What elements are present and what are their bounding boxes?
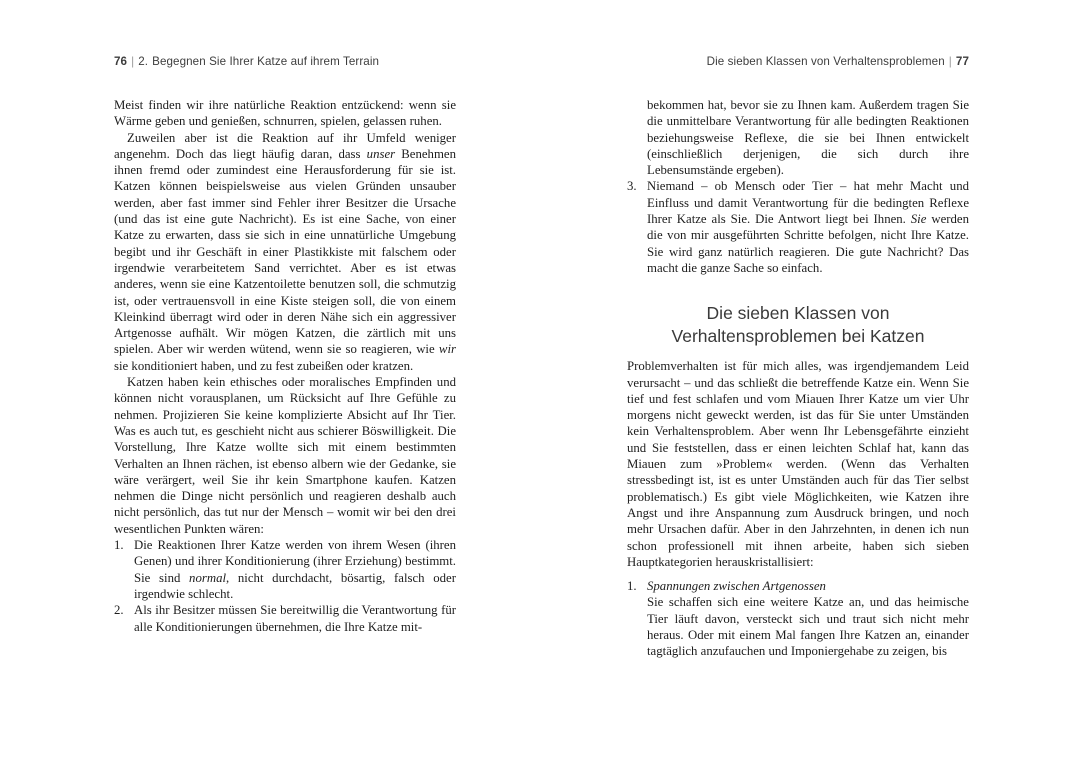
list-item: [627, 178, 969, 276]
list-number: 2.: [114, 603, 124, 618]
section-heading-line: Die sieben Klassen von: [706, 303, 890, 324]
text-run: sie konditioniert haben, und zu fest zubeißen oder kratzen.: [114, 358, 414, 373]
chapter-number: 2.: [138, 55, 149, 68]
text-run: bekommen hat, bevor sie zu Ihnen kam. Außerdem tragen Sie die unmittelbare Verantwortung für alle bedingten Reaktionen beziehungsweise Reflexe, die sie bei Ihnen entwickelt (einschließlich derjenigen, die sich durch ihre Lebensumstände ergeben).: [647, 98, 969, 178]
list-number: 1.: [627, 579, 637, 594]
list-item-text: [647, 178, 969, 276]
section-heading-line: Verhaltensproblemen bei Katzen: [671, 325, 925, 346]
page-number-left: 76: [114, 55, 128, 68]
running-header-right: [627, 55, 969, 69]
text-run: werden die von mir ausgeführten Schritte befolgen, nicht Ihre Katze. Sie wird ganz natürlich reagieren. Die gute Nachricht? Das macht die ganze Sache so einfach.: [647, 212, 969, 275]
list-item: [114, 537, 456, 602]
text-run: Benehmen ihnen fremd oder zumindest eine Herausforderung für sie ist. Katzen können beispielsweise aus vielen Gründen unsauber werden, aber fast immer sind Fehler ihrer Besitzer die Ursache (und das ist eine gute Nachricht). Es ist eine Sache, von einer Katze zu erwarten, dass sie sich in eine unnatürliche Umgebung begibt und ihr Geschäft in einer Plastikkiste mit falschem oder irgendwie verarbeitetem Sand verrichtet. Aber es ist etwas anderes, wenn sie eine Katzentoilette benutzen soll, die schmutzig ist, oder vertrauensvoll in eine Kiste steigen soll, die von einem Kleinkind überragt wird oder in deren Nähe sich ein aggressiver Artgenosse aufhält. Wir mögen Katzen, die zärtlich mit uns spielen. Aber wir werden wütend, wenn sie so reagieren, wie: [114, 146, 456, 357]
list-item-text: [134, 602, 456, 635]
page-number-right: 77: [955, 55, 969, 68]
list-item-title: [647, 578, 969, 594]
list-item-text: [647, 594, 969, 659]
text-run: Katzen haben kein ethisches oder moralisches Empfinden und können nicht vorausplanen, um Rücksicht auf Ihre Gefühle zu nehmen. Projizieren Sie keine komplizierte Absicht auf Ihr Tier. Was es auch tut, es geschieht nicht aus schierer Böswilligkeit. Die Vorstellung, Ihre Katze wollte sich mit einem bestimmten Verhalten an Ihnen rächen, ist ebenso albern wie der Gedanke, sie wäre verärgert, weil Sie ihr kein Smartphone kaufen. Katzen nehmen die Dinge nicht persönlich und reagieren deshalb auch nicht persönlich, das tut nur der Mensch – womit wir bei den drei wesentlichen Punkten wären:: [114, 375, 456, 536]
header-separator: |: [948, 55, 952, 68]
text-run: Problemverhalten ist für mich alles, was irgendjemandem Leid verursacht – und das schließt die betreffende Katze ein. Wenn Sie tief und fest schlafen und vom Miauen Ihrer Katze um vier Uhr morgens nicht geweckt werden, ist das für Sie unter Umständen kein Verhaltensproblem. Aber wenn Ihr Lebensgefährte einzieht und Sie feststellen, dass er einen leichten Schlaf hat, kann das Miauen zum »Problem« werden. (Wenn das Verhalten stressbedingt ist, ist es unter Umständen auch für das Tier selbst problematisch.) Es gibt viele Möglichkeiten, wie Katzen ihre Angst und ihre Anspannung zum Ausdruck bringen, und noch mehr Ursachen dafür. Aber in den Jahrzehnten, in denen ich nun schon professionell mit ihnen arbeite, haben sich sieben Hauptkategorien herauskristallisiert:: [627, 359, 969, 569]
emphasized-text: Spannungen zwischen Artgenossen: [647, 579, 826, 594]
list-item-text: [647, 97, 969, 178]
emphasized-text: normal: [189, 570, 227, 585]
running-header-left: [114, 55, 456, 69]
section-heading: [627, 302, 969, 347]
list-item-titled: [627, 578, 969, 659]
paragraph: [114, 130, 456, 374]
page-right: [627, 55, 969, 660]
emphasized-text: Sie: [910, 212, 927, 227]
emphasized-text: unser: [366, 146, 396, 161]
text-run: Als ihr Besitzer müssen Sie bereitwillig die Verantwortung für alle Konditionierungen übernehmen, die Ihre Katze mit-: [134, 603, 456, 634]
text-run: Meist finden wir ihre natürliche Reaktion entzückend: wenn sie Wärme geben und genießen, schnurren, spielen, gelassen ruhen.: [114, 98, 456, 129]
list-item-text: [134, 537, 456, 602]
text-run: Niemand – ob Mensch oder Tier – hat mehr Macht und Einfluss und damit Verantwortung für die bedingten Reflexe Ihrer Katze als Sie. Die Antwort liegt bei Ihnen.: [647, 179, 969, 227]
text-run: , nicht durchdacht, bösartig, falsch oder irgendwie schlecht.: [134, 570, 456, 601]
list-cont: [627, 97, 969, 178]
page-left: [114, 55, 456, 635]
body-text-left: [114, 97, 456, 635]
list-number: 3.: [627, 179, 637, 194]
list-number: 1.: [114, 538, 124, 553]
paragraph: [114, 374, 456, 537]
paragraph: [114, 97, 456, 130]
text-run: Zuweilen aber ist die Reaktion auf ihr Umfeld weniger angenehm. Doch das liegt häufig daran, dass: [114, 130, 456, 161]
list-item: [114, 602, 456, 635]
paragraph: [627, 358, 969, 570]
header-separator: |: [131, 55, 135, 68]
emphasized-text: wir: [438, 342, 456, 357]
text-run: Die Reaktionen Ihrer Katze werden von ihrem Wesen (ihren Genen) und ihrer Konditionierung (ihrer Erziehung) bestimmt. Sie sind: [134, 538, 456, 585]
running-title-left: Begegnen Sie Ihrer Katze auf ihrem Terrain: [152, 55, 380, 68]
text-run: Sie schaffen sich eine weitere Katze an, und das heimische Tier läuft davon, versteckt sich und traut sich nicht mehr heraus. Oder mit einem Mal fangen Ihre Katzen an, einander tagtäglich anzufauchen und Imponiergehabe zu zeigen, bis: [647, 595, 969, 659]
running-title-right: Die sieben Klassen von Verhaltensproblemen: [706, 55, 945, 68]
body-text-right: [627, 97, 969, 660]
